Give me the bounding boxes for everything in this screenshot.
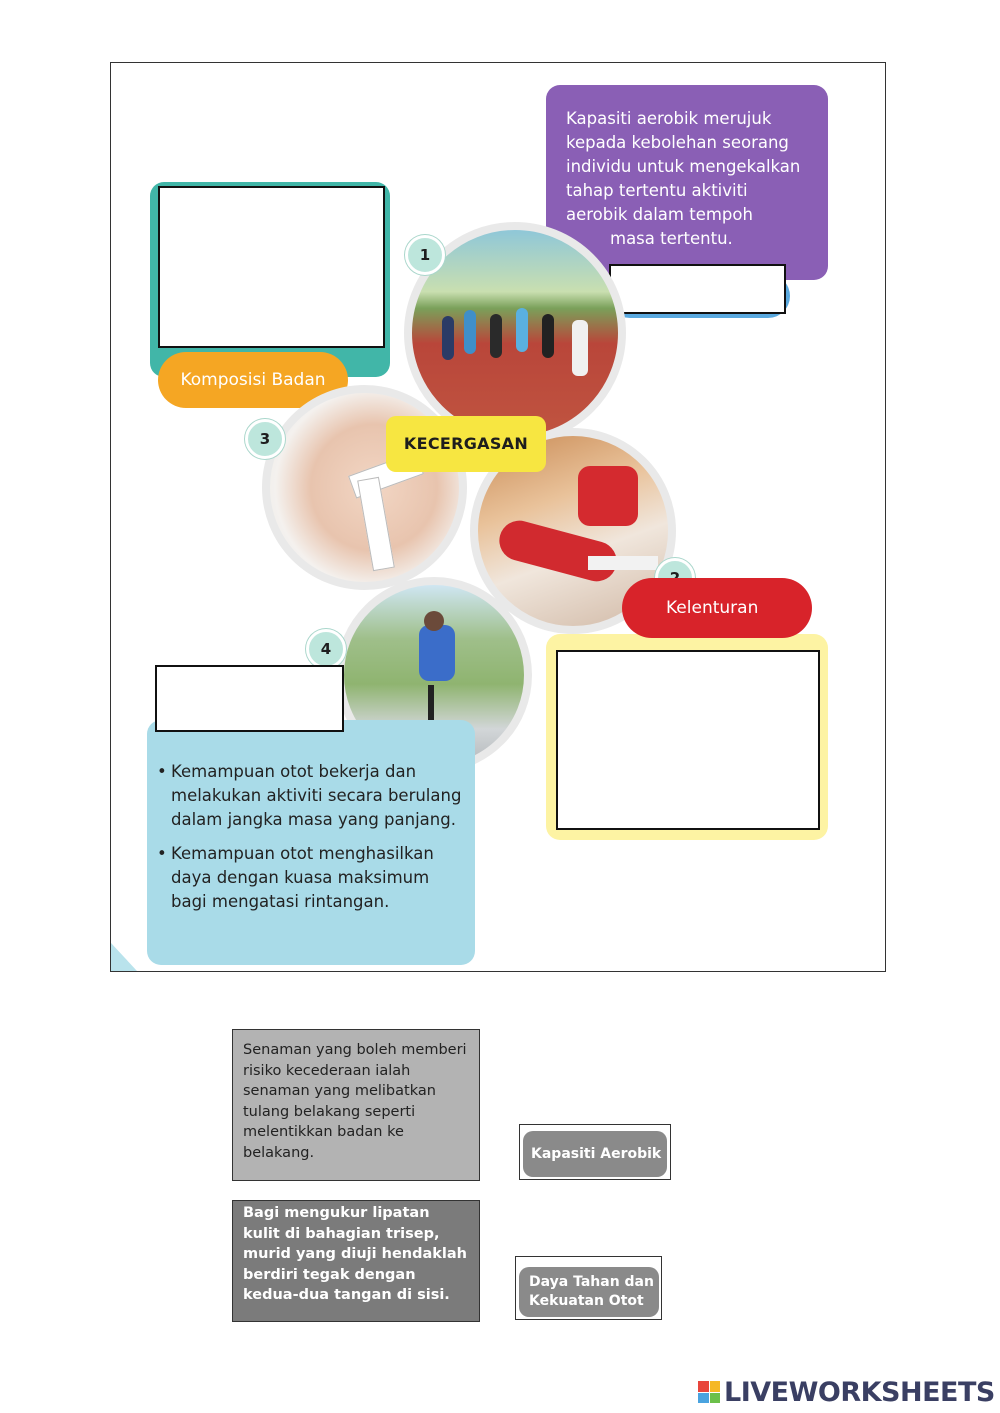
center-title: KECERGASAN	[386, 416, 546, 472]
draggable-tile-injury-risk[interactable]: Senaman yang boleh memberi risiko kecederaan ialah senaman yang melibatkan tulang belakang seperti melentikkan badan ke belakang.	[232, 1029, 480, 1181]
drop-zone-body-composition-text[interactable]	[158, 186, 385, 348]
aerobic-line: kepada kebolehan seorang	[566, 133, 789, 152]
number-badge-3: 3	[245, 419, 285, 459]
drop-zone-flexibility-text[interactable]	[556, 650, 820, 830]
bullet-text: Kemampuan otot bekerja dan melakukan aktiviti secara berulang dalam jangka masa yang panjang.	[171, 762, 462, 829]
aerobic-line: tahap tertentu aktiviti	[566, 181, 748, 200]
page-corner-decoration	[111, 943, 137, 971]
draggable-tag-muscle[interactable]	[515, 1256, 662, 1320]
logo-grid-icon	[698, 1381, 720, 1403]
number-badge-4: 4	[306, 629, 346, 669]
aerobic-line: masa tertentu.	[610, 229, 733, 248]
tag-label: Kapasiti Aerobik	[523, 1131, 667, 1177]
draggable-tile-skinfold[interactable]: Bagi mengukur lipatan kulit di bahagian trisep, murid yang diuji hendaklah berdiri tegak dengan kedua-dua tangan di sisi.	[232, 1200, 480, 1322]
drop-zone-aerobic-label[interactable]	[609, 264, 786, 314]
bullet-item	[157, 842, 463, 914]
logo-text: LIVEWORKSHEETS	[724, 1376, 995, 1408]
bullet-dot: •	[157, 844, 167, 863]
muscle-description-card	[147, 720, 475, 965]
number-badge-1: 1	[405, 235, 445, 275]
body-composition-label: Komposisi Badan	[158, 352, 348, 408]
drop-zone-muscle-label[interactable]	[155, 665, 344, 732]
aerobic-line: individu untuk mengekalkan	[566, 157, 801, 176]
bullet-dot: •	[157, 762, 167, 781]
liveworksheets-logo	[698, 1376, 995, 1408]
tag-label: Daya Tahan dan Kekuatan Otot	[519, 1267, 659, 1317]
bullet-text: Kemampuan otot menghasilkan daya dengan kuasa maksimum bagi mengatasi rintangan.	[171, 844, 434, 911]
aerobic-line: Kapasiti aerobik merujuk	[566, 109, 772, 128]
draggable-tag-aerobic[interactable]	[519, 1124, 671, 1180]
bullet-item	[157, 760, 463, 832]
aerobic-line: aerobik dalam tempoh	[566, 205, 753, 224]
flexibility-label: Kelenturan	[622, 578, 812, 638]
